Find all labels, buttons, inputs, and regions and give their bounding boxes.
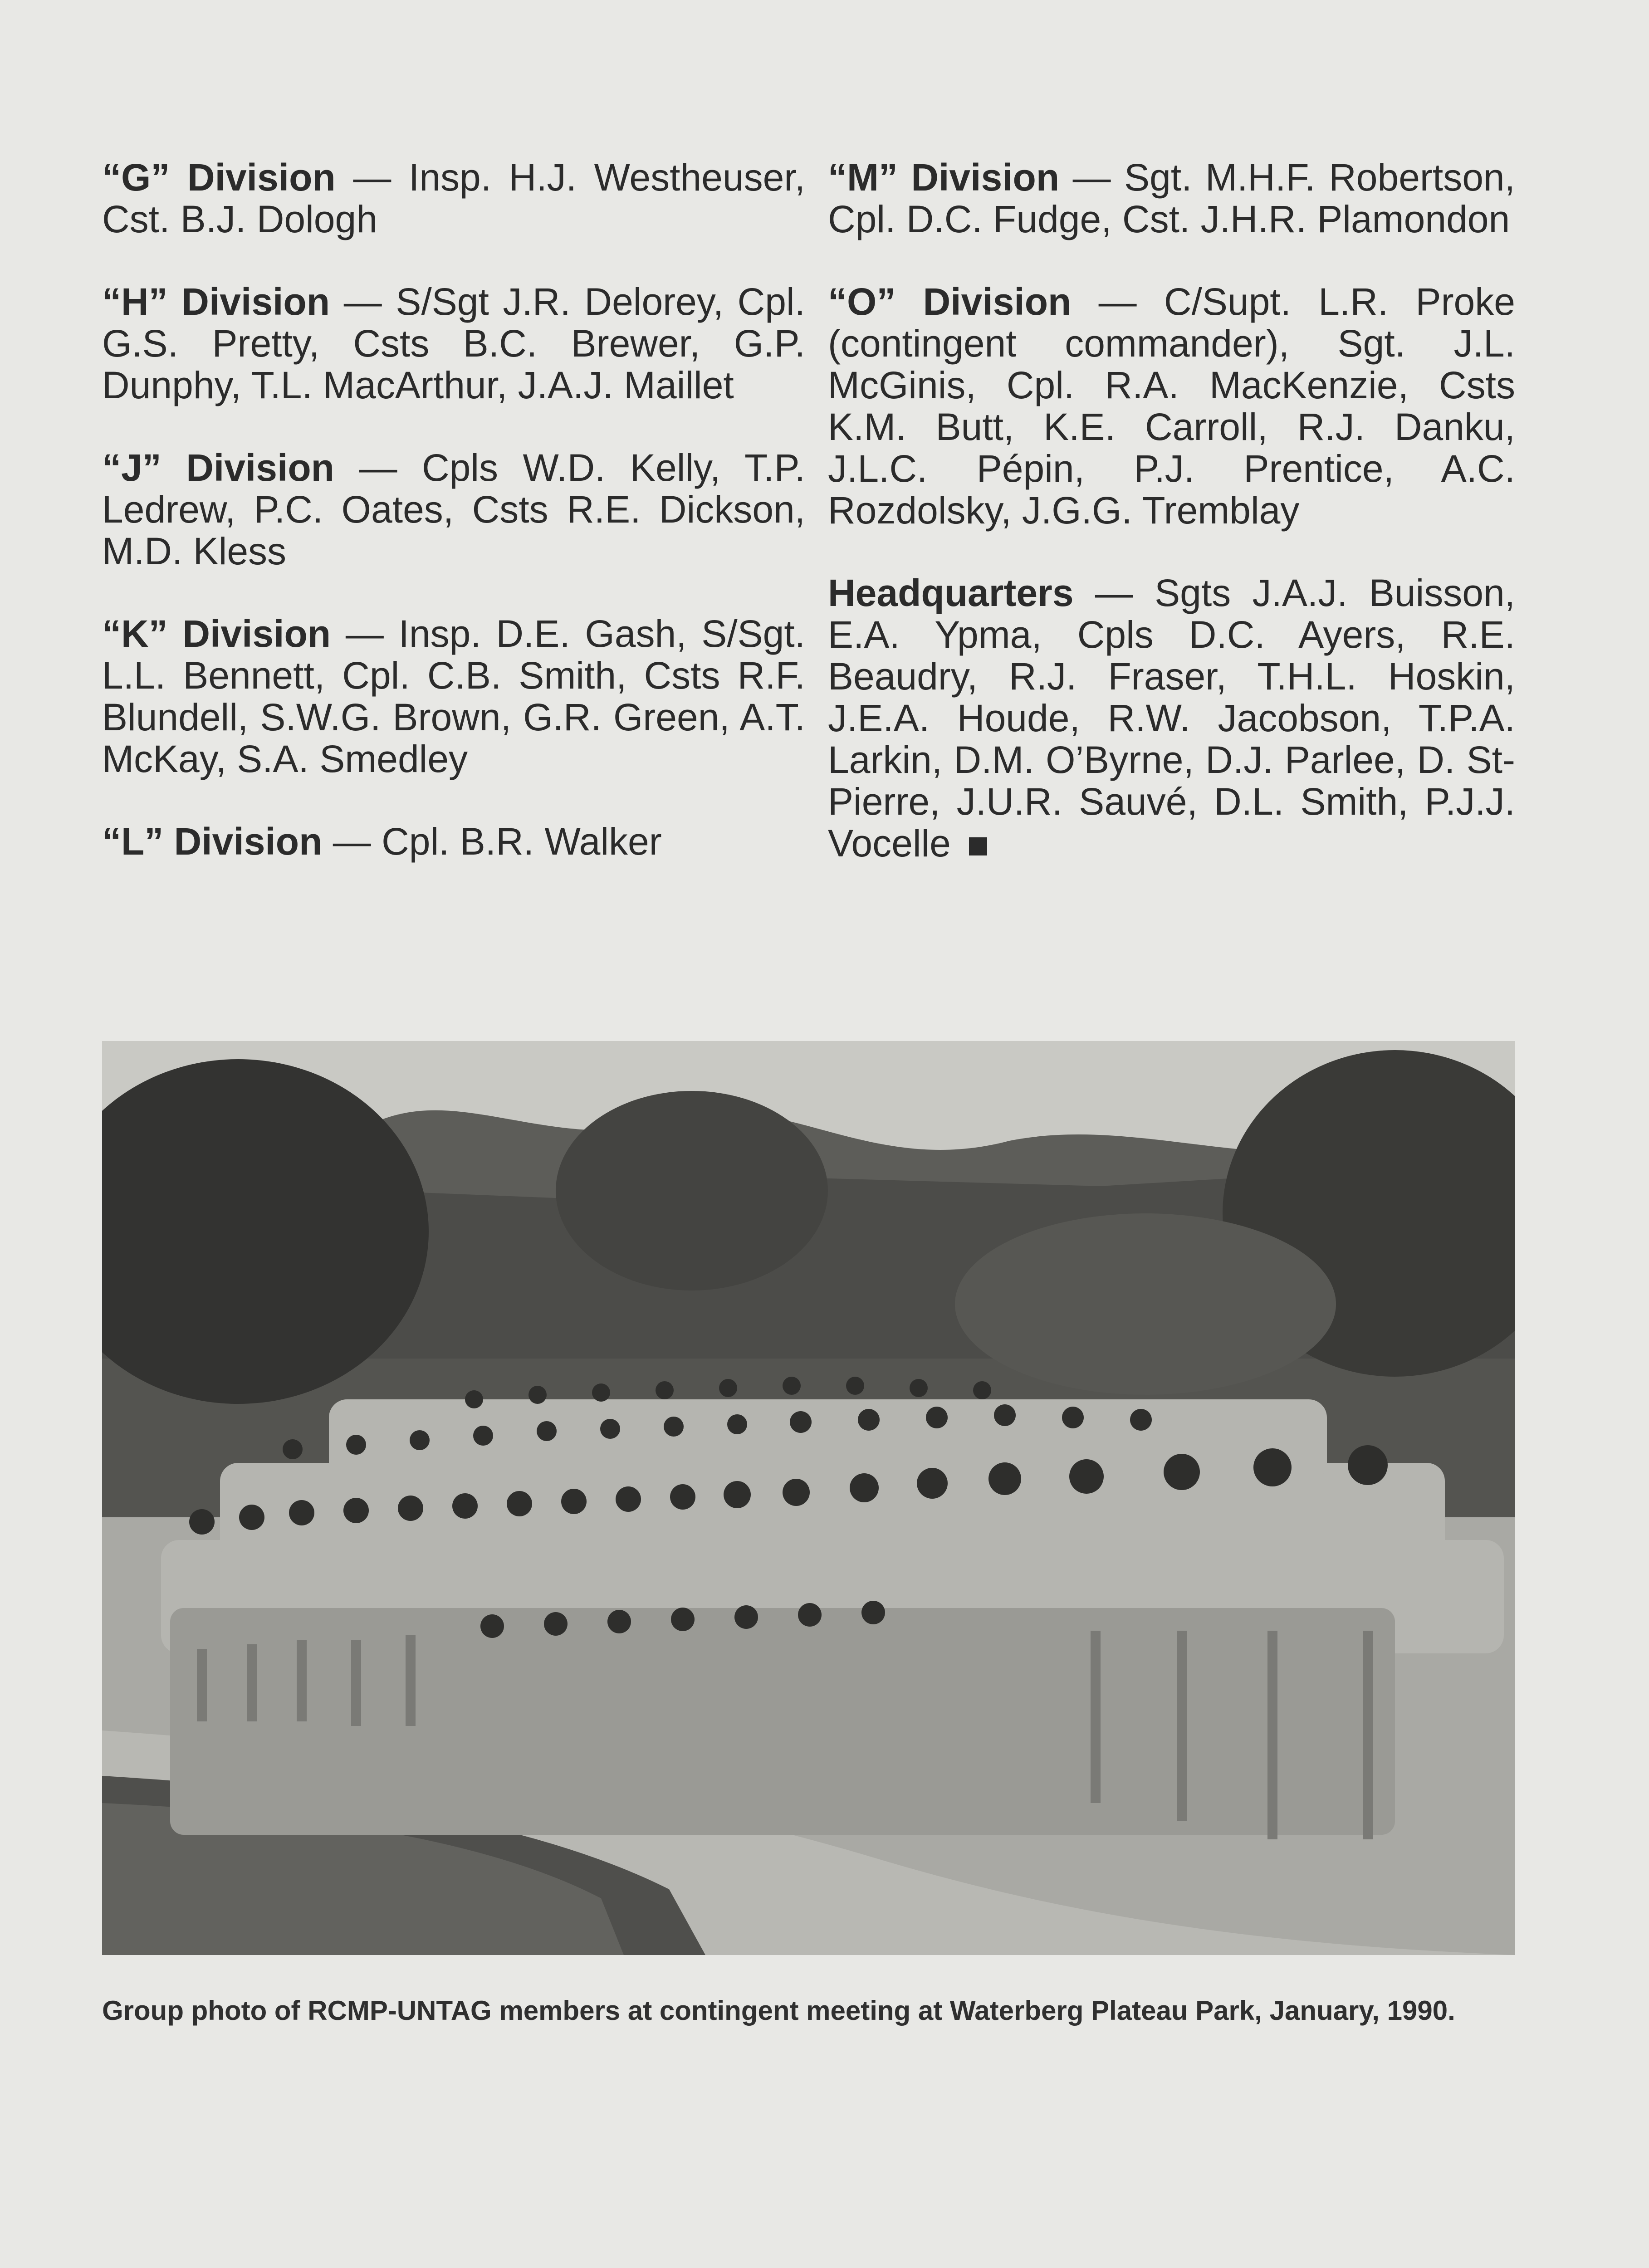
division-members: — Insp. H.J. Westheuser, Cst. B.J. Dologh: [102, 156, 806, 240]
group-photo: [102, 1041, 1515, 1955]
division-entry: [102, 613, 805, 780]
end-of-article-mark: [969, 837, 987, 855]
right-column: [828, 156, 1515, 905]
division-members: — C/Supt. L.R. Proke (contingent commander), Sgt. J.L. McGinis, Cpl. R.A. MacKenzie, Csts K.M. Butt, K.E. Carroll, R.J. Danku, J.L.C. Pépin, P.J. Prentice, A.C. Rozdolsky, J.G.G. Tremblay: [828, 280, 1515, 532]
division-entry: [102, 281, 805, 406]
division-name: “H” Division: [102, 280, 330, 323]
division-name: “J” Division: [102, 446, 334, 489]
division-name: “L” Division: [102, 820, 323, 863]
left-column: [102, 156, 805, 903]
photo-credits: [102, 2266, 1515, 2268]
division-members: — Cpls W.D. Kelly, T.P. Ledrew, P.C. Oates, Csts R.E. Dickson, M.D. Kless: [102, 446, 805, 572]
division-members: — Cpl. B.R. Walker: [322, 820, 662, 863]
division-entry: [828, 281, 1515, 531]
division-name: Headquarters: [828, 572, 1074, 614]
division-name: “O” Division: [828, 280, 1072, 323]
photo-caption: Group photo of RCMP-UNTAG members at contingent meeting at Waterberg Plateau Park, January, 1990.: [102, 1995, 1455, 2026]
division-entry: [828, 156, 1515, 240]
group-photo-illustration: [102, 1041, 1515, 1955]
division-name: “M” Division: [828, 156, 1060, 199]
division-entry: [102, 821, 805, 862]
division-entry: [102, 447, 805, 572]
division-entry: [828, 572, 1515, 864]
division-name: “G” Division: [102, 156, 336, 199]
division-name: “K” Division: [102, 612, 331, 655]
division-members: — Insp. D.E. Gash, S/Sgt. L.L. Bennett, Cpl. C.B. Smith, Csts R.F. Blundell, S.W.G. Brown, G.R. Green, A.T. McKay, S.A. Smedley: [102, 612, 806, 780]
division-entry: [102, 156, 805, 240]
division-members: — Sgt. M.H.F. Robertson, Cpl. D.C. Fudge, Cst. J.H.R. Plamondon: [828, 156, 1515, 240]
division-members: — S/Sgt J.R. Delorey, Cpl. G.S. Pretty, Csts B.C. Brewer, G.P. Dunphy, T.L. MacArthur, J.A.J. Maillet: [102, 280, 806, 406]
division-members: — Sgts J.A.J. Buisson, E.A. Ypma, Cpls D.C. Ayers, R.E. Beaudry, R.J. Fraser, T.H.L. Hoskin, J.E.A. Houde, R.W. Jacobson, T.P.A. Larkin, D.M. O’Byrne, D.J. Parlee, D. St-Pierre, J.U.R. Sauvé, D.L. Smith, P.J.J. Vocelle: [828, 572, 1515, 865]
